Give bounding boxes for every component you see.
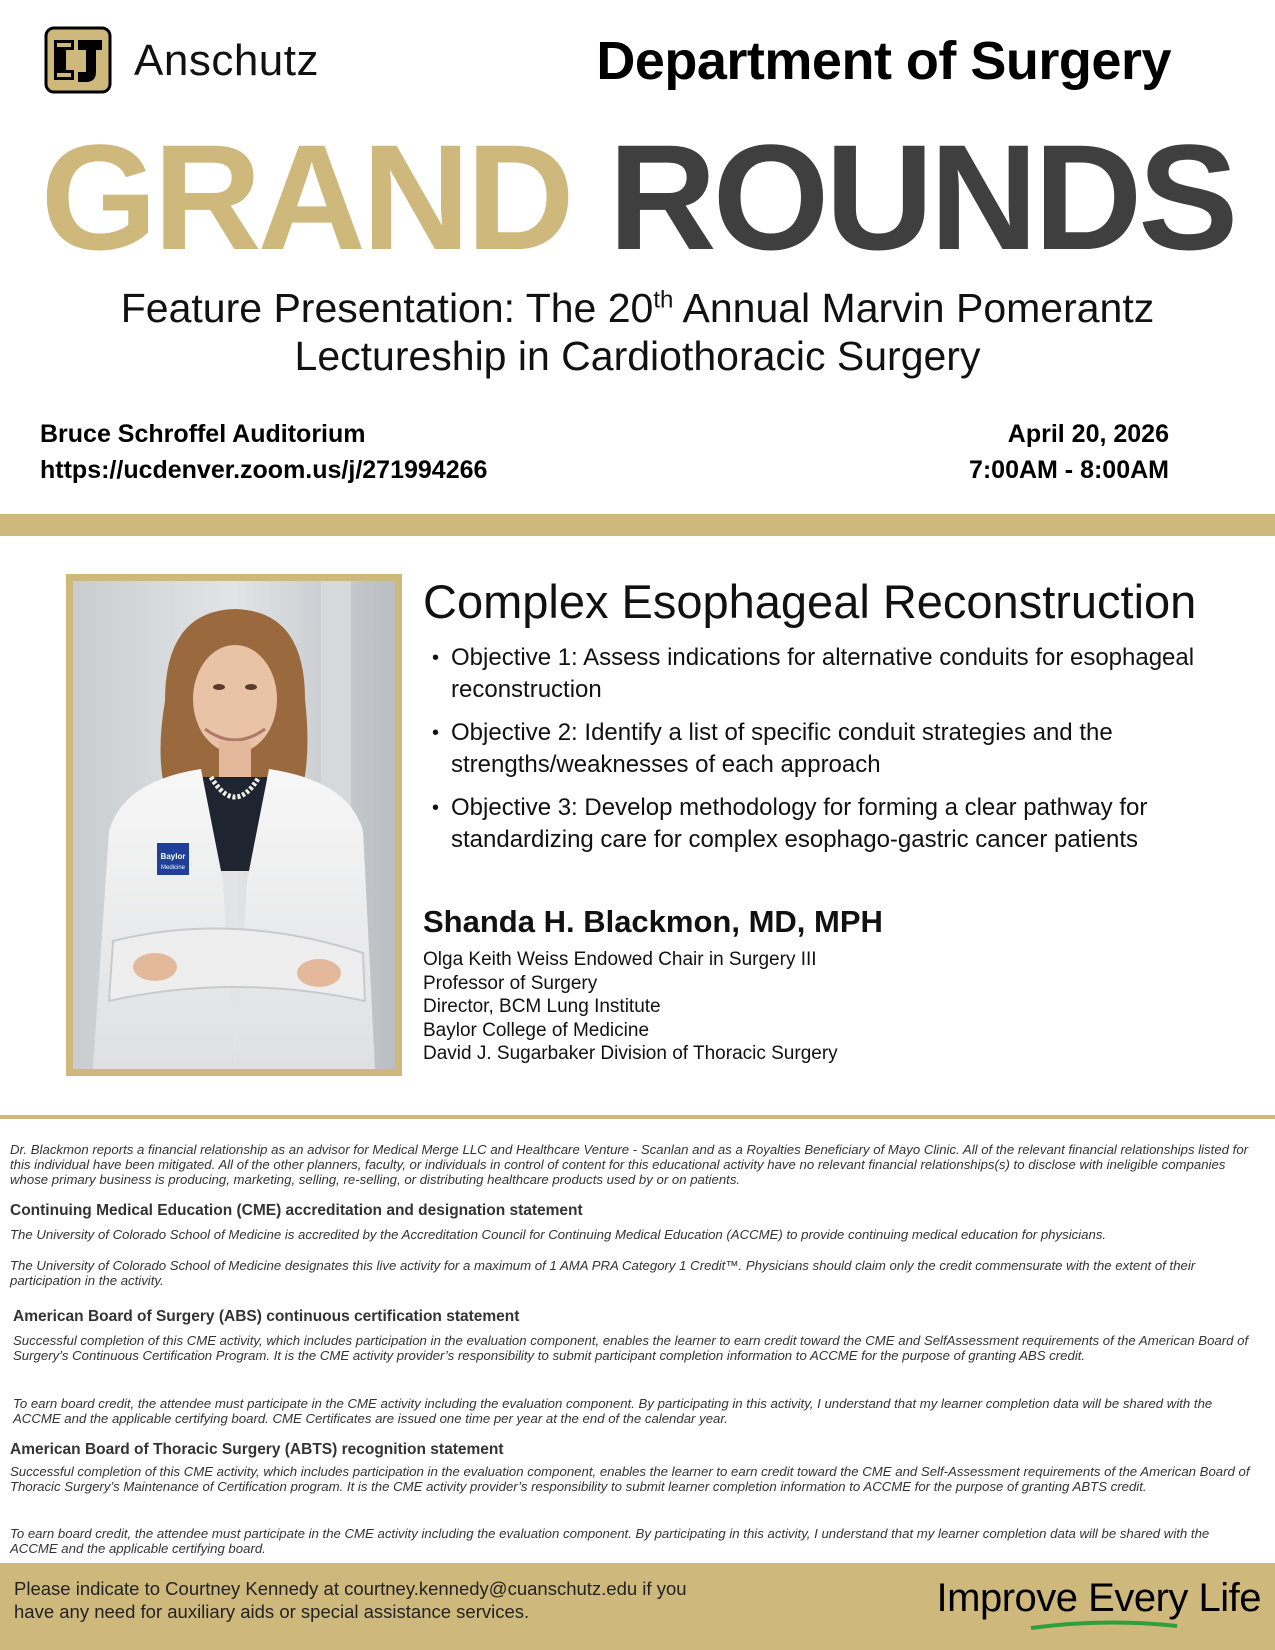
- cme-statement-1: [10, 1227, 1260, 1242]
- accessibility-line-2: have any need for auxiliary aids or special assistance services.: [14, 1601, 530, 1622]
- improve-every-life-tagline: Improve Every Life: [936, 1576, 1261, 1620]
- accessibility-notice: [14, 1577, 687, 1623]
- objective-item: • Objective 1: Assess indications for alternative conduits for esophageal reconstruction: [432, 642, 1232, 706]
- abs-paragraph-1: Successful completion of this CME activity, which includes participation in the evaluation component, enables the learner to earn credit toward the CME and SelfAssessment requirements of the American Board of Surgery’s Continuous Certification Program. It is the CME activity provider’s responsibility to submit participant completion information to ACCME for the purpose of granting ABS credit.: [13, 1333, 1249, 1364]
- brand-name: Anschutz: [134, 36, 319, 85]
- feature-line-1: [40, 284, 1235, 332]
- talk-title: Complex Esophageal Reconstruction: [423, 575, 1197, 628]
- feature-line-1-pre: Feature Presentation: The 20: [120, 285, 654, 331]
- feature-line-2: Lectureship in Cardiothoracic Surgery: [294, 333, 981, 379]
- abs-statement-2: [13, 1396, 1238, 1426]
- feature-presentation-title: [40, 284, 1235, 380]
- department-title: Department of Surgery: [596, 31, 1171, 91]
- speaker-photo: [73, 581, 395, 1069]
- gold-thin-divider: [0, 1115, 1275, 1119]
- cme-heading: Continuing Medical Education (CME) accreditation and designation statement: [10, 1202, 583, 1219]
- objective-item: • Objective 3: Develop methodology for forming a clear pathway for standardizing care for complex esophago-gastric cancer patients: [432, 792, 1232, 856]
- zoom-link[interactable]: https://ucdenver.zoom.us/j/271994266: [40, 456, 488, 484]
- feature-line-1-post: Annual Marvin Pomerantz: [673, 285, 1155, 331]
- abts-statement-2: [10, 1526, 1260, 1556]
- cme-statement-2: [10, 1258, 1260, 1288]
- cme-paragraph-1: The University of Colorado School of Medicine is accredited by the Accreditation Council for Continuing Medical Education (ACCME) to provide continuing medical education for physicians.: [10, 1227, 1107, 1242]
- abts-paragraph-2: To earn board credit, the attendee must participate in the CME activity including the evaluation component. By participating in this activity, I understand that my learner completion data will be shared with the ACCME and the applicable certifying board.: [10, 1526, 1210, 1557]
- grand-rounds-banner: [0, 113, 1275, 281]
- event-time: 7:00AM - 8:00AM: [968, 456, 1169, 484]
- disclosure-paragraph: Dr. Blackmon reports a financial relationship as an advisor for Medical Merge LLC and Healthcare Venture - Scanlan and as a Royalties Beneficiary of Mayo Clinic. All of the relevant financial relationships listed for this individual have been mitigated. All of the other planners, faculty, or individuals in control of content for this educational activity have no relevant financial relationships(s) to disclose with ineligible companies whose primary business is producing, marketing, selling, re-selling, or distributing healthcare products used by or on patients.: [10, 1142, 1249, 1188]
- banner-word-rounds: ROUNDS: [608, 113, 1235, 281]
- banner-word-grand: GRAND: [40, 113, 571, 281]
- abs-heading: American Board of Surgery (ABS) continuous certification statement: [13, 1308, 520, 1325]
- speaker-title-line: David J. Sugarbaker Division of Thoracic Surgery: [423, 1043, 838, 1064]
- accessibility-line-1: Please indicate to Courtney Kennedy at courtney.kennedy@cuanschutz.edu if you: [14, 1578, 687, 1599]
- cme-paragraph-2: The University of Colorado School of Medicine designates this live activity for a maximum of 1 AMA PRA Category 1 Credit™. Physicians should claim only the credit commensurate with the extent of their participation in the activity.: [10, 1258, 1196, 1289]
- abs-paragraph-2: To earn board credit, the attendee must participate in the CME activity including the evaluation component. By participating in this activity, I understand that my learner completion data will be shared with the ACCME and the applicable certifying board. CME Certificates are issued one time per year at the end of the calendar year.: [13, 1396, 1213, 1427]
- cu-logo-icon: [44, 26, 112, 94]
- objective-item: • Objective 2: Identify a list of specific conduit strategies and the strengths/weaknesses of each approach: [432, 717, 1232, 781]
- speaker-titles: [423, 948, 838, 1066]
- tagline-swoosh-icon: [1029, 1620, 1179, 1630]
- abts-paragraph-1: Successful completion of this CME activity, which includes participation in the evaluation component, enables the learner to earn credit toward the CME and Self-Assessment requirements of the American Board of Thoracic Surgery’s Maintenance of Certification program. It is the CME activity provider’s responsibility to submit learner completion information to ACCME for the purpose of granting ABTS credit.: [10, 1464, 1250, 1495]
- abts-statement-1: [10, 1464, 1260, 1494]
- gold-divider-bar: [0, 514, 1275, 536]
- speaker-title-line: Olga Keith Weiss Endowed Chair in Surgery III: [423, 949, 817, 970]
- event-datetime-block: [969, 416, 1169, 488]
- abts-heading: American Board of Thoracic Surgery (ABTS) recognition statement: [10, 1441, 504, 1458]
- event-date: April 20, 2026: [1007, 420, 1169, 448]
- svg-text:Baylor: Baylor: [160, 852, 186, 861]
- speaker-photo-frame: [66, 574, 402, 1076]
- speaker-name: Shanda H. Blackmon, MD, MPH: [423, 904, 883, 939]
- objectives-list: [432, 642, 1232, 867]
- event-location: Bruce Schroffel Auditorium: [40, 420, 366, 448]
- speaker-title-line: Professor of Surgery: [423, 972, 598, 994]
- speaker-title-line: Baylor College of Medicine: [423, 1019, 650, 1041]
- event-location-block: [40, 416, 487, 488]
- disclosure-text: [10, 1142, 1260, 1188]
- abs-statement-1: [13, 1333, 1258, 1363]
- speaker-title-line: Director, BCM Lung Institute: [423, 996, 661, 1017]
- feature-ordinal-suffix: th: [653, 286, 674, 314]
- svg-text:Medicine: Medicine: [160, 865, 186, 871]
